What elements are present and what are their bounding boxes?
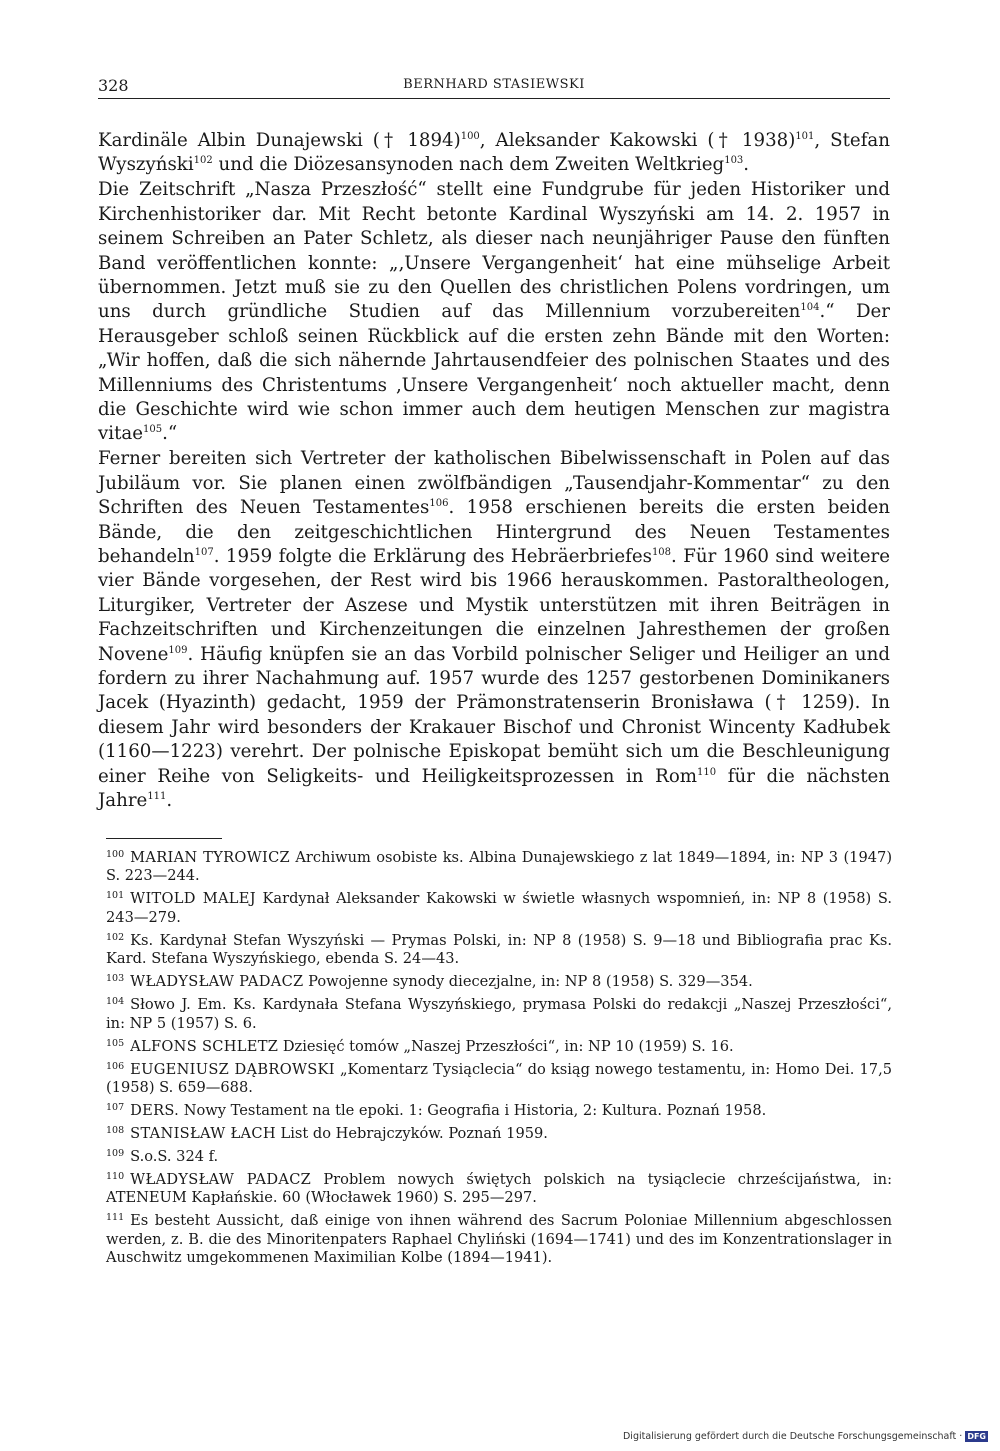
footer-text: Digitalisierung gefördert durch die Deutsche Forschungsgemeinschaft · (622, 1431, 963, 1442)
footnote-text: Es besteht Aussicht, daß einige von ihnen während des Sacrum Poloniae Millennium abgeschlossen werden, z. B. die des Minoritenpaters Raphael Chyliński (1694—1741) und des im Konzentrationslager in Auschwitz umgekommenen Maximilian Kolbe (1894—1941). (106, 1212, 892, 1267)
footnote-author: ALFONS SCHLETZ (130, 1037, 279, 1055)
footnote-ref: 104 (800, 302, 820, 314)
footnote-ref: 105 (143, 424, 163, 436)
footnote-text: List do Hebrajczyków. Poznań 1959. (275, 1125, 548, 1143)
footnote (106, 1125, 892, 1143)
footnote-text: „Komentarz Tysiąclecia“ do ksiąg nowego testamentu, in: Homo Dei. 17,5 (1958) S. 659—688. (106, 1060, 892, 1097)
footnote (106, 1102, 892, 1120)
footnote-text: S.o.S. 324 f. (130, 1148, 219, 1166)
footnote (106, 996, 892, 1033)
footnote-author: STANISŁAW ŁACH (130, 1125, 276, 1143)
footnote-text: Powojenne synody diecezjalne, in: NP 8 (1958) S. 329—354. (303, 973, 753, 991)
footnote (106, 1171, 892, 1208)
footnote-text: Archiwum osobiste ks. Albina Dunajewskiego z lat 1849—1894, in: NP 3 (1947) S. 223—244. (106, 849, 893, 885)
text-run: . Häufig knüpfen sie an das Vorbild polnischer Seliger und Heiliger an und fordern zu ihrer Nachahmung auf. 1957 wurde des 1257 gestorbenen Dominikaners Jacek (Hyazinth) gedacht, 1959 der Prämonstratenserin Bronisława († 1259). In diesem Jahr wird besonders der Krakauer Bischof und Chronist Wincenty Kadłubek (1160—1223) verehrt. Der polnische Episkopat bemüht sich um die Beschleunigung einer Reihe von Seligkeits- und Heiligkeitsprozessen in Rom (98, 643, 890, 787)
footnote-ref: 111 (147, 790, 167, 802)
footnote-ref: 103 (724, 155, 744, 167)
text-run: . (743, 154, 750, 176)
footnote-ref: 110 (697, 766, 717, 778)
footnote (106, 1212, 892, 1267)
text-run: . (166, 789, 173, 811)
paragraph-1 (98, 129, 890, 178)
text-run: . Für 1960 sind weitere vier Bände vorgesehen, der Rest wird bis 1966 herauskommen. Pastoraltheologen, Liturgiker, Vertreter der Aszese und Mystik unterstützen mit ihren Beiträgen in Fachzeitschriften und Kirchenzeitungen die einzelnen Jahresthemen der großen Novene (98, 545, 891, 665)
footnote-author: MARIAN TYROWICZ (130, 849, 290, 866)
main-text (98, 129, 890, 814)
footnote-text: Słowo J. Em. Ks. Kardynała Stefana Wyszyńskiego, prymasa Polski do redakcji „Naszej Przeszłości“, in: NP 5 (1957) S. 6. (106, 996, 892, 1032)
footnote-ref: 101 (795, 131, 815, 142)
text-run: , Stefan Wyszyński (98, 130, 890, 176)
footnote-number: 110 (106, 1171, 125, 1183)
footnote-author: WŁADYSŁAW PADACZ (130, 1171, 312, 1189)
footnote-number: 108 (106, 1125, 125, 1137)
paragraph-3 (98, 447, 890, 813)
footnote-text: Dziesięć tomów „Naszej Przeszłości“, in: NP 10 (1959) S. 16. (278, 1037, 734, 1055)
footnotes (106, 849, 892, 1272)
footnote-ref: 102 (193, 155, 213, 167)
footnote-number: 103 (106, 973, 125, 985)
digitization-footer (623, 1431, 988, 1442)
text-run: Kardinäle Albin Dunajewski († 1894) (98, 130, 461, 151)
footnote-number: 100 (106, 849, 125, 860)
text-run: .“ (162, 423, 178, 445)
footnote-author: WITOLD MALEJ (130, 890, 256, 908)
footnote (106, 849, 892, 886)
footnote-number: 111 (106, 1212, 125, 1224)
footnote-author: EUGENIUSZ DĄBROWSKI (130, 1060, 335, 1078)
footnote-number: 101 (106, 890, 125, 902)
footnote-ref: 108 (651, 546, 672, 558)
footnote-number: 102 (106, 931, 125, 943)
footnote-text: Nowy Testament na tle epoki. 1: Geografia i Historia, 2: Kultura. Poznań 1958. (179, 1102, 767, 1120)
text-run: , Aleksander Kakowski († 1938) (479, 130, 796, 151)
footnote-ref: 106 (429, 498, 449, 510)
footnote (106, 1038, 892, 1056)
footnote (106, 1148, 892, 1166)
footnote-number: 107 (106, 1102, 125, 1114)
footnote-number: 105 (106, 1037, 125, 1049)
text-run: . 1958 erschienen bereits die ersten beiden Bände, die den zeitgeschichtlichen Hintergrund des Neuen Testamentes behandeln (98, 497, 891, 567)
text-run: für die nächsten Jahre (98, 765, 890, 811)
footnote (106, 932, 892, 969)
footnote-number: 109 (106, 1148, 125, 1160)
text-run: .“ Der Herausgeber schloß seinen Rückblick auf die ersten zehn Bände mit den Worten: „Wir hoffen, daß die sich nähernde Jahrtausendfeier des polnischen Staates und des Millenniums des Christentums ‚Unsere Vergangenheit‘ noch aktueller macht, denn die Geschichte wird wie schon immer auch dem heutigen Menschen zur magistra vitae (98, 301, 890, 445)
footnote-ref: 109 (168, 644, 188, 656)
footnote-text: Ks. Kardynał Stefan Wyszyński — Prymas Polski, in: NP 8 (1958) S. 9—18 und Bibliografia prac Ks. Kard. Stefana Wyszyńskiego, ebenda S. 24—43. (106, 931, 892, 968)
paragraph-2 (98, 178, 890, 446)
footnote-author: DERS. (130, 1102, 180, 1120)
footnote-number: 104 (106, 996, 125, 1008)
dfg-logo-icon: DFG (967, 1432, 986, 1441)
text-run: Ferner bereiten sich Vertreter der katholischen Bibelwissenschaft in Polen auf das Jubiläum vor. Sie planen einen zwölfbändigen „Tausendjahr-Kommentar“ zu den Schriften des Neuen Testamentes (98, 448, 890, 519)
footnote-text: Problem nowych świętych polskich na tysiąclecie chrześcijaństwa, in: ATENEUM Kapłańskie. 60 (Włocławek 1960) S. 295—297. (106, 1171, 892, 1207)
running-title: BERNHARD STASIEWSKI (403, 77, 585, 92)
page-header (98, 76, 890, 99)
footnote (106, 1061, 892, 1098)
footnote-text: Kardynał Aleksander Kakowski w świetle własnych wspomnień, in: NP 8 (1958) S. 243—279. (106, 890, 892, 926)
footnote-ref: 100 (460, 131, 480, 142)
footnote (106, 973, 892, 991)
footnote-number: 106 (106, 1060, 125, 1072)
page-number: 328 (98, 76, 129, 95)
text-run: . 1959 folgte die Erklärung des Hebräerbriefes (213, 545, 652, 567)
text-run: Die Zeitschrift „Nasza Przeszłość“ stellt eine Fundgrube für jeden Historiker und Kirchenhistoriker dar. Mit Recht betonte Kardinal Wyszyński am 14. 2. 1957 in seinem Schreiben an Pater Schletz, als dieser nach neunjähriger Pause den fünften Band veröffentlichen konnte: „‚Unsere Vergangenheit‘ hat eine mühselige Arbeit übernommen. Jetzt muß sie zu den Quellen des christlichen Polens vordringen, um uns durch gründliche Studien auf das Millennium vorzubereiten (98, 179, 890, 323)
footnote (106, 890, 892, 927)
footnote-ref: 107 (194, 546, 214, 558)
footnote-divider (106, 838, 222, 839)
text-run: und die Diözesansynoden nach dem Zweiten Weltkrieg (212, 154, 725, 176)
footnote-author: WŁADYSŁAW PADACZ (130, 973, 304, 991)
